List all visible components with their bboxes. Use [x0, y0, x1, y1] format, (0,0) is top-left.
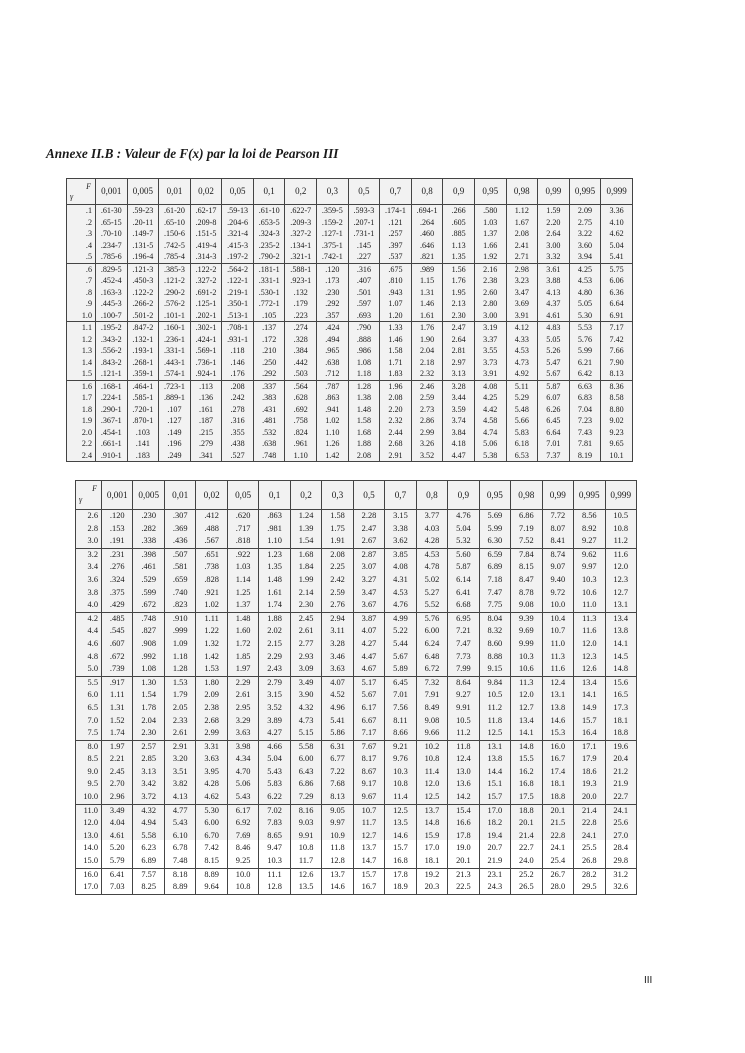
value-cell: .424 .494 .965 .638 .712 — [317, 322, 349, 381]
corner-cell — [76, 481, 102, 510]
value-cell: .195-2 .343-2 .556-2 .843-2 .121-1 — [96, 322, 128, 381]
value-cell: 11.3 11.6 12.0 12.3 12.6 — [574, 612, 605, 676]
value-cell: .181-1 .331-1 .530-1 .772-1 .105 — [253, 263, 285, 322]
value-cell: .910 .999 1.09 1.18 1.28 — [164, 612, 195, 676]
value-cell: .231 .276 .324 .375 .429 — [102, 548, 133, 612]
value-cell: 28.2 29.5 — [574, 868, 605, 894]
value-cell: .137 .172 .210 .250 .292 — [253, 322, 285, 381]
pearson-table-1 — [66, 178, 633, 462]
probability-header: 0,7 — [380, 179, 412, 205]
table-header-row — [76, 481, 637, 510]
value-cell: 1.30 1.54 1.78 2.04 2.30 — [133, 676, 164, 740]
value-cell: 24.1 25.6 27.0 28.4 29.8 — [605, 804, 637, 868]
value-cell: .121-3 .450-3 .122-2 .266-2 .501-2 — [127, 263, 159, 322]
value-cell: 14.8 15.5 16.2 16.8 17.5 — [511, 740, 542, 804]
value-cell: 8.89 9.64 — [196, 868, 227, 894]
probability-header: 0,001 — [96, 179, 128, 205]
value-cell: .62-17 .209-8 .151-5 .419-4 .314-3 — [190, 205, 222, 264]
value-cell: 10.5 10.8 11.2 — [605, 510, 637, 549]
value-cell: 2.87 3.07 3.27 3.47 3.67 — [353, 548, 384, 612]
value-cell: 1.68 1.84 1.99 2.14 2.30 — [290, 548, 321, 612]
value-cell: .61-10 .653-5 .324-3 .235-2 .790-2 — [253, 205, 285, 264]
probability-header: 0,01 — [159, 179, 191, 205]
value-cell: 2.79 3.15 3.52 3.89 4.27 — [259, 676, 290, 740]
value-cell: 2.28 2.47 2.67 — [353, 510, 384, 549]
value-cell: 7.17 7.42 7.66 7.90 8.13 — [601, 322, 633, 381]
value-cell: 9.05 9.97 10.9 11.8 12.8 — [322, 804, 353, 868]
value-cell: 8.16 9.03 9.91 10.8 11.7 — [290, 804, 321, 868]
value-cell: 2.16 2.38 2.60 2.80 3.00 — [474, 263, 506, 322]
value-cell: 1.59 2.20 2.64 3.00 3.32 — [538, 205, 570, 264]
gamma-cell: 3.2 3.4 3.6 3.8 4.0 — [76, 548, 102, 612]
value-cell: 4.53 4.78 5.02 5.27 5.52 — [416, 548, 447, 612]
probability-header: 0,8 — [411, 179, 443, 205]
pearson-table-2 — [75, 480, 637, 895]
value-cell: 2.09 2.75 3.22 3.60 3.94 — [569, 205, 601, 264]
table-row-block — [76, 676, 637, 740]
value-cell: 1.23 1.35 1.48 1.61 1.74 — [259, 548, 290, 612]
value-cell: 5.17 5.67 6.17 6.67 7.17 — [353, 676, 384, 740]
table-row-block — [67, 380, 633, 462]
value-cell: 11.3 12.0 12.7 13.4 14.1 — [511, 676, 542, 740]
value-cell: 17.0 18.2 19.4 20.7 21.9 — [479, 804, 510, 868]
value-cell: 3.19 3.37 3.55 3.73 3.91 — [474, 322, 506, 381]
value-cell: 11.6 12.0 12.3 12.7 13.1 — [605, 548, 637, 612]
value-cell: 3.28 3.44 3.59 3.74 3.84 4.18 4.47 — [443, 380, 475, 462]
value-cell: 2.98 3.23 3.47 3.69 3.91 — [506, 263, 538, 322]
value-cell: .174-1 .121 .257 .397 .537 — [380, 205, 412, 264]
probability-header: 0,99 — [542, 481, 573, 510]
value-cell: 2.47 2.64 2.81 2.97 3.13 — [443, 322, 475, 381]
value-cell: .708-1 .931-1 .118 .146 .176 — [222, 322, 254, 381]
probability-header: 0,005 — [133, 481, 164, 510]
value-cell: .651 .738 .828 .921 1.02 — [196, 548, 227, 612]
probability-header: 0,2 — [290, 481, 321, 510]
value-cell: 3.85 4.08 4.31 4.53 4.76 — [385, 548, 416, 612]
page-number: III — [644, 975, 653, 986]
value-cell: .564-2 .122-1 .219-1 .350-1 .513-1 — [222, 263, 254, 322]
value-cell: 7.67 8.17 8.67 9.17 9.67 — [353, 740, 384, 804]
probability-header: 0,01 — [164, 481, 195, 510]
probability-header: 0,999 — [605, 481, 637, 510]
table-row-block — [67, 263, 633, 322]
value-cell: 15.6 16.5 17.3 18.1 18.8 — [605, 676, 637, 740]
value-cell: 26.7 28.0 — [542, 868, 573, 894]
probability-header: 0,3 — [322, 481, 353, 510]
probability-header: 0,5 — [353, 481, 384, 510]
probability-header: 0,995 — [569, 179, 601, 205]
value-cell: 19.6 20.4 21.2 21.9 22.7 — [605, 740, 637, 804]
value-cell: 10.0 10.8 — [227, 868, 258, 894]
table-header-row — [67, 179, 633, 205]
value-cell: 23.1 24.3 — [479, 868, 510, 894]
value-cell: 7.32 7.91 8.49 9.08 9.66 — [416, 676, 447, 740]
value-cell: 8.36 8.58 8.80 9.02 9.23 9.65 10.1 — [601, 380, 633, 462]
value-cell: 1.88 2.02 2.15 2.29 2.43 — [259, 612, 290, 676]
value-cell: 8.74 9.07 9.40 9.72 10.0 — [542, 548, 573, 612]
value-cell: 5.30 6.00 6.70 7.42 8.15 — [196, 804, 227, 868]
value-cell: .922 1.03 1.14 1.25 1.37 — [227, 548, 258, 612]
corner-gamma-label: γ — [79, 495, 83, 505]
probability-header: 0,98 — [506, 179, 538, 205]
probability-header: 0,99 — [538, 179, 570, 205]
value-cell: 5.53 5.76 5.99 6.21 6.42 — [569, 322, 601, 381]
value-cell: 4.25 4.53 4.80 5.05 5.30 — [569, 263, 601, 322]
table-row-block — [76, 612, 637, 676]
value-cell: .59-13 .204-6 .321-4 .415-3 .197-2 — [222, 205, 254, 264]
value-cell: .989 1.15 1.31 1.46 1.61 — [411, 263, 443, 322]
value-cell: 1.48 1.60 1.72 1.85 1.97 — [227, 612, 258, 676]
value-cell: 25.2 26.5 — [511, 868, 542, 894]
value-cell: 6.63 6.83 7.04 7.23 7.43 7.81 8.19 — [569, 380, 601, 462]
value-cell: .675 .810 .943 1.07 1.20 — [380, 263, 412, 322]
value-cell: 10.4 10.7 11.0 11.3 11.6 — [542, 612, 573, 676]
value-cell: 1.28 1.38 1.48 1.58 1.68 1.88 2.08 — [348, 380, 380, 462]
value-cell: 21.4 22.8 24.1 25.5 26.8 — [574, 804, 605, 868]
gamma-cell: 11.0 12.0 13.0 14.0 15.0 — [76, 804, 102, 868]
gamma-cell: 1.1 1.2 1.3 1.4 1.5 — [67, 322, 96, 381]
value-cell: .316 .407 .501 .597 .693 — [348, 263, 380, 322]
probability-header: 0,1 — [259, 481, 290, 510]
value-cell: 7.02 7.83 8.65 9.47 10.3 — [259, 804, 290, 868]
gamma-cell: 1.6 1.7 1.8 1.9 2.0 2.2 2.4 — [67, 380, 96, 462]
probability-header: 0,05 — [227, 481, 258, 510]
value-cell: .160-1 .236-1 .331-1 .443-1 .574-1 — [159, 322, 191, 381]
value-cell: 4.83 5.05 5.26 5.47 5.67 — [538, 322, 570, 381]
value-cell: 5.87 6.07 6.26 6.45 6.64 7.01 7.37 — [538, 380, 570, 462]
value-cell: 2.91 3.20 3.51 3.82 4.13 — [164, 740, 195, 804]
value-cell: 1.33 1.46 1.58 1.71 1.83 — [380, 322, 412, 381]
gamma-cell: 4.2 4.4 4.6 4.8 5.0 — [76, 612, 102, 676]
value-cell: .61-30 .65-15 .70-10 .234-7 .785-6 — [96, 205, 128, 264]
value-cell: 10.2 10.8 11.4 12.0 12.5 — [416, 740, 447, 804]
table-row-block — [76, 868, 637, 894]
value-cell: .168-1 .224-1 .290-1 .367-1 .454-1 .661-1 .910-1 — [96, 380, 128, 462]
gamma-cell: 16.0 17.0 — [76, 868, 102, 894]
table-row-block — [67, 322, 633, 381]
value-cell: 5.75 6.06 6.36 6.64 6.91 — [601, 263, 633, 322]
value-cell: .485 .545 .607 .672 .739 — [102, 612, 133, 676]
value-cell: 4.08 4.25 4.42 4.58 4.74 5.06 5.38 — [474, 380, 506, 462]
value-cell: 9.62 9.97 10.3 10.6 11.0 — [574, 548, 605, 612]
value-cell: .847-2 .132-1 .193-1 .268-1 .359-1 — [127, 322, 159, 381]
gamma-cell: 8.0 8.5 9.0 9.5 10.0 — [76, 740, 102, 804]
value-cell: 4.07 4.52 4.96 5.41 5.86 — [322, 676, 353, 740]
value-cell: 2.29 2.61 2.95 3.29 3.63 — [227, 676, 258, 740]
value-cell: 16.0 16.7 17.4 18.1 18.8 — [542, 740, 573, 804]
pearson-table-1-container — [66, 178, 633, 462]
value-cell: 13.4 13.8 14.1 14.5 14.8 — [605, 612, 637, 676]
probability-header: 0,2 — [285, 179, 317, 205]
value-cell: 17.8 18.9 — [385, 868, 416, 894]
value-cell: 7.84 8.15 8.47 8.78 9.08 — [511, 548, 542, 612]
value-cell: 13.7 14.8 15.9 17.0 18.1 — [416, 804, 447, 868]
value-cell: 1.56 1.76 1.95 2.13 2.30 — [443, 263, 475, 322]
value-cell: 11.1 12.8 — [259, 868, 290, 894]
value-cell: 6.31 6.77 7.22 7.68 8.13 — [322, 740, 353, 804]
value-cell: 10.7 11.7 12.7 13.7 14.7 — [353, 804, 384, 868]
corner-f-label: F — [92, 484, 97, 493]
value-cell: 4.76 5.04 5.32 — [448, 510, 479, 549]
table-row-block — [76, 804, 637, 868]
value-cell: .507 .581 .659 .740 .823 — [164, 548, 195, 612]
value-cell: 17.1 17.9 18.6 19.3 20.0 — [574, 740, 605, 804]
value-cell: .113 .136 .161 .187 .215 .279 .341 — [190, 380, 222, 462]
value-cell: .61-20 .65-10 .150-6 .742-5 .785-4 — [159, 205, 191, 264]
value-cell: 2.08 2.25 2.42 2.59 2.76 — [322, 548, 353, 612]
value-cell: .593-3 .207-1 .731-1 .145 .227 — [348, 205, 380, 264]
value-cell: .359-5 .159-2 .127-1 .375-1 .742-1 — [317, 205, 349, 264]
value-cell: .863 .981 1.10 — [259, 510, 290, 549]
value-cell: .398 .461 .529 .599 .672 — [133, 548, 164, 612]
probability-header: 0,95 — [479, 481, 510, 510]
value-cell: 11.8 12.4 13.0 13.6 14.2 — [448, 740, 479, 804]
value-cell: 4.77 5.43 6.10 6.78 7.48 — [164, 804, 195, 868]
value-cell: .790 .888 .986 1.08 1.18 — [348, 322, 380, 381]
value-cell: .208 .242 .278 .316 .355 .438 .527 — [222, 380, 254, 462]
value-cell: 13.4 14.1 14.9 15.7 16.4 — [574, 676, 605, 740]
gamma-cell: 2.6 2.8 3.0 — [76, 510, 102, 549]
probability-header: 0,999 — [601, 179, 633, 205]
probability-header: 0,8 — [416, 481, 447, 510]
probability-header: 0,9 — [448, 481, 479, 510]
probability-header: 0,95 — [474, 179, 506, 205]
value-cell: 9.84 10.5 11.2 11.8 12.5 — [479, 676, 510, 740]
value-cell: 4.66 5.04 5.43 5.83 6.22 — [259, 740, 290, 804]
value-cell: 9.39 9.69 9.99 10.3 10.6 — [511, 612, 542, 676]
value-cell: 31.2 32.6 — [605, 868, 637, 894]
value-cell: 6.45 7.01 7.56 8.11 8.66 — [385, 676, 416, 740]
value-cell: 3.36 4.10 4.62 5.04 5.41 — [601, 205, 633, 264]
value-cell: 12.5 13.5 14.6 15.7 16.8 — [385, 804, 416, 868]
gamma-cell: 5.5 6.0 6.5 7.0 7.5 — [76, 676, 102, 740]
value-cell: .464-1 .585-1 .720-1 .870-1 .103 .141 .183 — [127, 380, 159, 462]
value-cell: 6.86 7.19 7.52 — [511, 510, 542, 549]
value-cell: .787 .863 .941 1.02 1.10 1.26 1.42 — [317, 380, 349, 462]
value-cell: .694-1 .264 .460 .646 .821 — [411, 205, 443, 264]
table-row-block — [76, 510, 637, 549]
value-cell: 19.2 20.3 — [416, 868, 447, 894]
value-cell: .564 .628 .692 .758 .824 .961 1.10 — [285, 380, 317, 462]
value-cell: 9.21 9.76 10.3 10.8 11.4 — [385, 740, 416, 804]
corner-f-label: F — [86, 182, 91, 191]
probability-header: 0,5 — [348, 179, 380, 205]
value-cell: .620 .717 .818 — [227, 510, 258, 549]
probability-header: 0,98 — [511, 481, 542, 510]
value-cell: 13.7 14.6 — [322, 868, 353, 894]
value-cell: 4.32 4.94 5.58 6.23 6.89 — [133, 804, 164, 868]
corner-gamma-label: γ — [70, 192, 74, 201]
gamma-cell: .6 .7 .8 .9 1.0 — [67, 263, 96, 322]
value-cell: 4.12 4.33 4.53 4.73 4.92 — [506, 322, 538, 381]
value-cell: 1.80 2.09 2.38 2.68 2.99 — [196, 676, 227, 740]
value-cell: 5.11 5.29 5.48 5.66 5.83 6.18 6.53 — [506, 380, 538, 462]
value-cell: 12.6 13.5 — [290, 868, 321, 894]
value-cell: .580 1.03 1.37 1.66 1.92 — [474, 205, 506, 264]
value-cell: .307 .369 .436 — [164, 510, 195, 549]
value-cell: .723-1 .889-1 .107 .127 .149 .196 .249 — [159, 380, 191, 462]
value-cell: 3.49 3.90 4.32 4.73 5.15 — [290, 676, 321, 740]
value-cell: 18.8 20.1 21.4 22.7 24.0 — [511, 804, 542, 868]
value-cell: 2.94 3.11 3.28 3.46 3.63 — [322, 612, 353, 676]
value-cell: 1.11 1.22 1.32 1.42 1.53 — [196, 612, 227, 676]
value-cell: .122-2 .327-2 .691-2 .125-1 .202-1 — [190, 263, 222, 322]
value-cell: 15.4 16.6 17.8 19.0 20.1 — [448, 804, 479, 868]
probability-header: 0,001 — [102, 481, 133, 510]
table-row-block — [76, 740, 637, 804]
value-cell: 13.1 13.8 14.4 15.1 15.7 — [479, 740, 510, 804]
probability-header: 0,005 — [127, 179, 159, 205]
value-cell: 3.49 4.04 4.61 5.20 5.79 — [102, 804, 133, 868]
table-row-block — [76, 548, 637, 612]
value-cell: 3.98 4.34 4.70 5.06 5.43 — [227, 740, 258, 804]
value-cell: .385-3 .121-2 .290-2 .576-2 .101-1 — [159, 263, 191, 322]
value-cell: 1.12 1.67 2.08 2.41 2.71 — [506, 205, 538, 264]
probability-header: 0,3 — [317, 179, 349, 205]
value-cell: 1.53 1.79 2.05 2.33 2.61 — [164, 676, 195, 740]
value-cell: 5.60 5.87 6.14 6.41 6.68 — [448, 548, 479, 612]
value-cell: 1.58 1.75 1.91 — [322, 510, 353, 549]
value-cell: 2.57 2.85 3.13 3.42 3.72 — [133, 740, 164, 804]
value-cell: 5.76 6.00 6.24 6.48 6.72 — [416, 612, 447, 676]
value-cell: 1.96 2.08 2.20 2.32 2.44 2.68 2.91 — [380, 380, 412, 462]
value-cell: .588-1 .923-1 .132 .179 .223 — [285, 263, 317, 322]
value-cell: .829-5 .452-4 .163-3 .445-3 .100-7 — [96, 263, 128, 322]
gamma-cell: .1 .2 .3 .4 .5 — [67, 205, 96, 264]
value-cell: 1.97 2.21 2.45 2.70 2.96 — [102, 740, 133, 804]
probability-header: 0,995 — [574, 481, 605, 510]
probability-header: 0,7 — [385, 481, 416, 510]
value-cell: 20.1 21.5 22.8 24.1 25.4 — [542, 804, 573, 868]
value-cell: 1.76 1.90 2.04 2.18 2.32 — [411, 322, 443, 381]
value-cell: .120 .153 .191 — [102, 510, 133, 549]
value-cell: .337 .383 .431 .481 .532 .638 .748 — [253, 380, 285, 462]
value-cell: 21.3 22.5 — [448, 868, 479, 894]
value-cell: 8.04 8.32 8.60 8.88 9.15 — [479, 612, 510, 676]
value-cell: 7.57 8.25 — [133, 868, 164, 894]
value-cell: .274 .328 .384 .442 .503 — [285, 322, 317, 381]
value-cell: 8.18 8.89 — [164, 868, 195, 894]
value-cell: 5.69 5.99 6.30 — [479, 510, 510, 549]
value-cell: 1.24 1.39 1.54 — [290, 510, 321, 549]
value-cell: 2.46 2.59 2.73 2.86 2.99 3.26 3.52 — [411, 380, 443, 462]
value-cell: 3.15 3.38 3.62 — [385, 510, 416, 549]
value-cell: 7.72 8.07 8.41 — [542, 510, 573, 549]
value-cell: 6.41 7.03 — [102, 868, 133, 894]
value-cell: 8.64 9.27 9.91 10.5 11.2 — [448, 676, 479, 740]
value-cell: 6.95 7.21 7.47 7.73 7.99 — [448, 612, 479, 676]
value-cell: .412 .488 .567 — [196, 510, 227, 549]
value-cell: .266 .605 .885 1.13 1.35 — [443, 205, 475, 264]
value-cell: .622-7 .209-3 .327-2 .134-1 .321-1 — [285, 205, 317, 264]
probability-header: 0,02 — [190, 179, 222, 205]
pearson-table-2-container — [75, 480, 637, 892]
value-cell: 2.45 2.61 2.77 2.93 3.09 — [290, 612, 321, 676]
value-cell: 3.87 4.07 4.27 4.47 4.67 — [353, 612, 384, 676]
value-cell: .120 .173 .230 .292 .357 — [317, 263, 349, 322]
value-cell: .230 .282 .338 — [133, 510, 164, 549]
value-cell: 15.7 16.7 — [353, 868, 384, 894]
value-cell: .59-23 .20-11 .149-7 .131-5 .196-4 — [127, 205, 159, 264]
probability-header: 0,1 — [253, 179, 285, 205]
annex-heading: Annexe II.B : Valeur de F(x) par la loi de Pearson III — [46, 146, 339, 161]
value-cell: 3.31 3.63 3.95 4.28 4.62 — [196, 740, 227, 804]
probability-header: 0,9 — [443, 179, 475, 205]
value-cell: 4.99 5.22 5.44 5.67 5.89 — [385, 612, 416, 676]
value-cell: 3.61 3.88 4.13 4.37 4.61 — [538, 263, 570, 322]
value-cell: .748 .827 .908 .992 1.08 — [133, 612, 164, 676]
value-cell: 5.58 6.00 6.43 6.86 7.29 — [290, 740, 321, 804]
value-cell: 12.4 13.1 13.8 14.6 15.3 — [542, 676, 573, 740]
value-cell: .302-1 .424-1 .569-1 .736-1 .924-1 — [190, 322, 222, 381]
probability-header: 0,02 — [196, 481, 227, 510]
corner-cell — [67, 179, 96, 205]
value-cell: 8.56 8.92 9.27 — [574, 510, 605, 549]
value-cell: 6.17 6.92 7.69 8.46 9.25 — [227, 804, 258, 868]
probability-header: 0,05 — [222, 179, 254, 205]
value-cell: 3.77 4.03 4.28 — [416, 510, 447, 549]
value-cell: 6.59 6.89 7.18 7.47 7.75 — [479, 548, 510, 612]
table-row-block — [67, 205, 633, 264]
value-cell: .917 1.11 1.31 1.52 1.74 — [102, 676, 133, 740]
